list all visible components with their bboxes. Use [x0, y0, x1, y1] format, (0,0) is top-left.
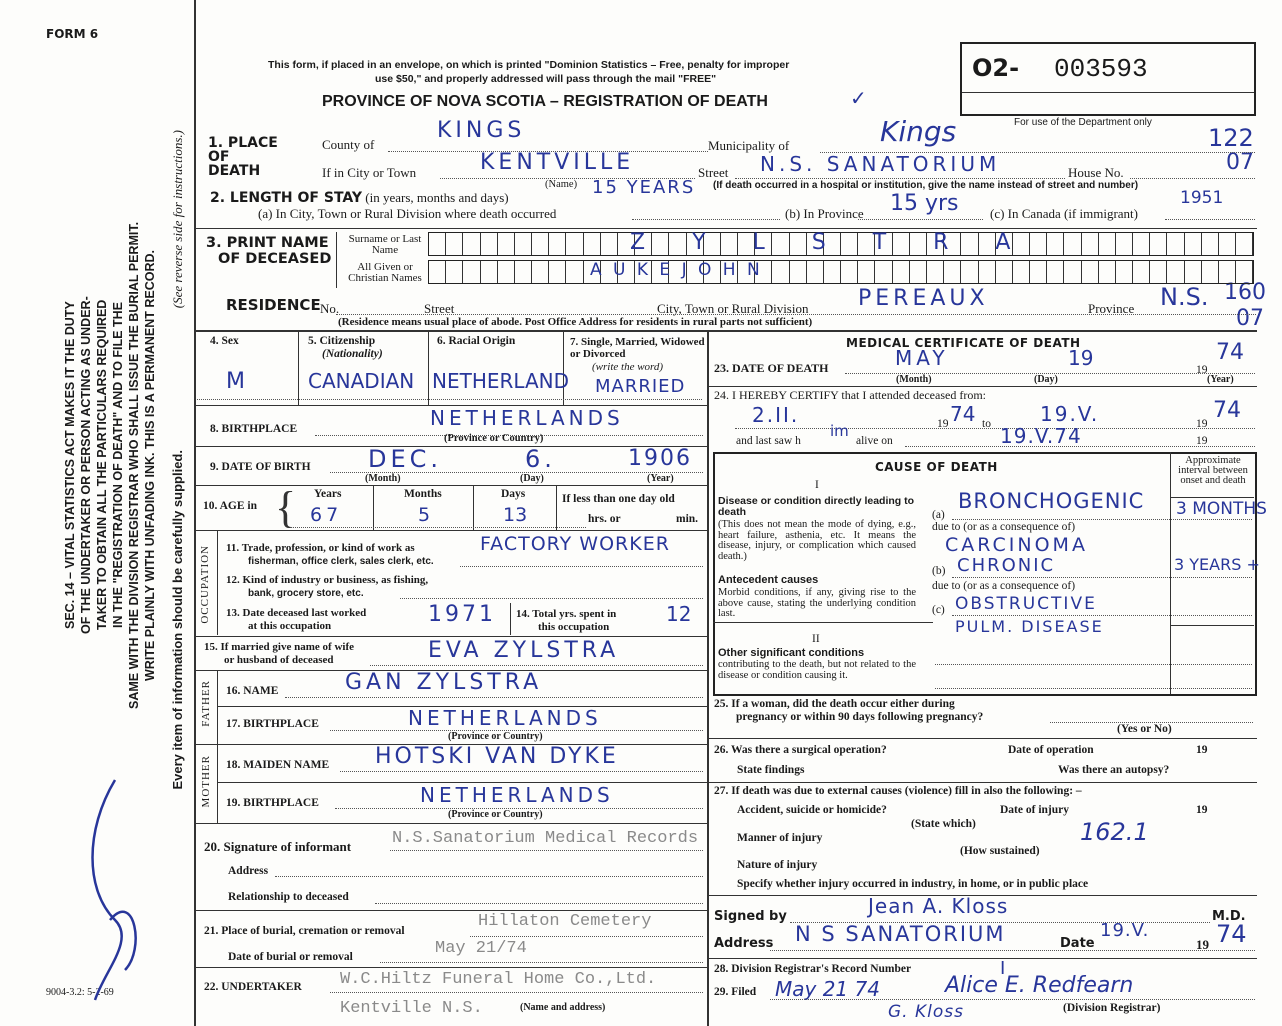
province-country-caption: (Province or Country) [444, 433, 544, 444]
signature-year-value: 74 [1216, 920, 1247, 948]
racial-origin-value: NETHERLAND [432, 369, 570, 393]
hours-label: hrs. or [588, 513, 621, 525]
registrar-signature: Alice E. Redfearn [945, 973, 1134, 998]
last-worked-label: at this occupation [248, 620, 332, 632]
registration-number-box [960, 42, 1256, 116]
residence-note: (Residence means usual place of abode. Post Office Address for residents in rural parts not sufficient) [338, 316, 813, 328]
dotted-line [470, 936, 703, 937]
house-number-label: House No. [1068, 165, 1124, 180]
other-conditions-label: Other significant conditions [718, 647, 865, 659]
dotted-line [370, 665, 703, 666]
filed-label: 29. Filed [714, 986, 757, 998]
last-saw-label: and last saw h [736, 435, 801, 447]
dotted-line [390, 850, 703, 851]
dotted-line [735, 428, 1255, 429]
burial-date-value: May 21/74 [435, 939, 527, 958]
age-years-value: 67 [310, 504, 343, 526]
industry-label: bank, grocery store, etc. [248, 588, 364, 599]
dotted-line [336, 314, 1256, 315]
undertaker-name-value: W.C.Hiltz Funeral Home Co.,Ltd. [340, 970, 657, 989]
notice-line: OF THE UNDERTAKER OR PERSON ACTING AS UNDER- [79, 296, 93, 634]
attended-to-value: 19.V. [1040, 402, 1100, 426]
citizenship-value: CANADIAN [308, 369, 415, 393]
age-label: 10. AGE in [203, 500, 258, 512]
county-label: County of [322, 137, 375, 152]
surgery-question: 26. Was there a surgical operation? [714, 744, 887, 756]
father-birthplace-label: 17. BIRTHPLACE [226, 718, 319, 730]
trade-value: FACTORY WORKER [480, 533, 670, 555]
divider [195, 910, 707, 911]
notice-line: IN THE "REGISTRATION OF DEATH" AND TO FILE THE [111, 302, 125, 628]
sex-label: 4. Sex [210, 335, 239, 347]
cause-of-death-title: CAUSE OF DEATH [875, 460, 998, 474]
check-mark: ✓ [850, 86, 871, 110]
hospital-note: (If death occurred in a hospital or institution, give the name instead of street and number) [713, 180, 1139, 191]
pregnancy-question: 25. If a woman, did the death occur either during [714, 698, 955, 710]
cause-a-value-continued: CARCINOMA [945, 534, 1088, 556]
last-saw-pronoun: im [830, 422, 849, 440]
province-country-caption: (Province or Country) [448, 731, 543, 742]
dotted-line [952, 577, 1252, 578]
mother-maiden-value: HOTSKI VAN DYKE [375, 744, 619, 769]
province-country-caption: (Province or Country) [448, 809, 543, 820]
given-name-cells[interactable] [428, 260, 1254, 284]
less-than-day-label: If less than one day old [562, 493, 675, 505]
divider [556, 485, 557, 530]
notice-line: SAME WITH THE DIVISION REGISTRAR WHO SHALL ISSUE THE BURIAL PERMIT. [127, 221, 141, 709]
citizenship-label: 5. Citizenship [308, 335, 376, 347]
dotted-line [380, 962, 703, 963]
instructions-note: (See reverse side for instructions.) [170, 130, 185, 309]
secondary-signature: G. Kloss [888, 1002, 964, 1022]
father-name-label: 16. NAME [226, 685, 279, 697]
cause-c-value: OBSTRUCTIVE [955, 594, 1097, 614]
divider [336, 232, 337, 288]
last-worked-value: 1971 [428, 602, 496, 627]
undertaker-address-value: Kentville N.S. [340, 999, 483, 1018]
due-to-label: due to (or as a consequence of) [932, 521, 1076, 533]
divider [195, 967, 707, 968]
dotted-line [952, 519, 1252, 520]
relationship-label: Relationship to deceased [228, 891, 349, 903]
part-one-label: I [815, 479, 819, 491]
statute-notice [62, 175, 160, 755]
divider [195, 636, 707, 637]
findings-label: State findings [737, 764, 805, 776]
stay-canada-label: (c) In Canada (if immigrant) [990, 206, 1138, 221]
department-code: 07 [1226, 150, 1254, 175]
divider [510, 603, 511, 635]
month-caption: (Month) [896, 374, 932, 385]
year-caption: (Year) [647, 473, 674, 484]
marital-status-label: 7. Single, Married, Widowed or Divorced [570, 336, 705, 360]
stay-city-label: (a) In City, Town or Rural Division where death occurred [258, 206, 557, 221]
sex-value: M [226, 369, 249, 394]
dob-year-value: 1906 [628, 446, 692, 471]
cause-a-label: (a) [932, 509, 945, 521]
dotted-line [858, 219, 983, 220]
residence-province-label: Province [1088, 301, 1135, 316]
father-birthplace-value: NETHERLANDS [408, 706, 602, 730]
informant-signature-label: 20. Signature of informant [204, 839, 352, 854]
divider [195, 823, 707, 824]
attended-from-value: 2.II. [752, 403, 800, 427]
death-year-value: 74 [1216, 340, 1244, 365]
alive-on-label: alive on [856, 435, 893, 447]
dotted-line [770, 999, 1255, 1000]
medical-certificate-title: MEDICAL CERTIFICATE OF DEATH [846, 336, 1081, 350]
divider [217, 670, 218, 823]
dotted-line [330, 992, 703, 993]
other-conditions-note: contributing to the death, but not related to the disease or condition causing it. [718, 659, 916, 681]
residence-city-value: PEREAUX [858, 286, 989, 311]
signature-date-value: 19.V. [1100, 920, 1150, 941]
form-number: FORM 6 [46, 27, 99, 41]
filed-date-value: May 21 74 [775, 977, 880, 1001]
divider [707, 782, 1257, 783]
name-caption: (Name) [545, 179, 578, 190]
pregnancy-question: pregnancy or within 90 days following pregnancy? [736, 711, 984, 723]
md-label: M.D. [1212, 909, 1246, 924]
manner-of-injury-label: Manner of injury [737, 832, 823, 844]
century-prefix: 19 [1196, 937, 1209, 952]
undertaker-label: 22. UNDERTAKER [204, 981, 302, 993]
divider [195, 228, 1257, 229]
length-of-stay-sub: (in years, months and days) [365, 190, 509, 205]
place-of-death-label: 1. PLACE OF DEATH [208, 135, 278, 179]
print-name-label: OF DECEASED [218, 251, 332, 267]
physician-address-value: N S SANATORIUM [795, 922, 1006, 946]
signed-by-label: Signed by [714, 909, 787, 924]
father-name-value: GAN ZYLSTRA [345, 670, 543, 695]
department-code: 122 [1208, 124, 1254, 152]
stay-canada-value: 1951 [1180, 188, 1224, 208]
dotted-line [905, 446, 1255, 447]
accident-question: Accident, suicide or homicide? [737, 804, 887, 816]
surname-label: Surname or Last Name [348, 233, 422, 256]
dob-day-value: 6. [525, 445, 556, 473]
divider [1170, 625, 1254, 626]
divider [195, 485, 707, 486]
attended-to-year: 74 [1213, 398, 1241, 423]
century-prefix: 19 [1196, 744, 1208, 756]
column-divider [707, 330, 709, 1026]
part-two-label: II [812, 633, 820, 645]
year-caption: (Year) [1207, 374, 1234, 385]
divider [195, 530, 707, 531]
trade-label: 11. Trade, profession, or kind of work as [226, 542, 415, 554]
nature-of-injury-label: Nature of injury [737, 859, 818, 871]
registration-number: 003593 [1054, 54, 1148, 84]
department-use-label: For use of the Department only [1014, 117, 1152, 128]
month-caption: (Month) [365, 473, 401, 484]
divider [428, 330, 429, 405]
century-prefix: 19 [1196, 418, 1208, 430]
autopsy-question: Was there an autopsy? [1058, 764, 1170, 776]
attended-from-year: 74 [950, 402, 976, 426]
registration-prefix: O2- [972, 54, 1020, 82]
dotted-line [340, 771, 703, 772]
birthplace-value: NETHERLANDS [430, 406, 624, 430]
dotted-line [460, 566, 703, 567]
residence-no-label: No. [320, 301, 340, 316]
dotted-line [290, 527, 586, 528]
how-sustained-caption: (How sustained) [960, 845, 1040, 857]
surname-value: Z Y L S T R A [630, 230, 1031, 255]
spouse-label: 15. If married give name of wife [204, 641, 354, 653]
spouse-value: EVA ZYLSTRA [428, 638, 620, 663]
dotted-line [632, 219, 780, 220]
supply-notice: Every item of information should be carefully supplied. [170, 450, 185, 790]
interval-header: Approximate interval between onset and death [1178, 455, 1248, 487]
city-value: KENTVILLE [480, 150, 635, 175]
divider [707, 958, 1257, 959]
divider [373, 485, 374, 530]
stay-province-label: (b) In Province [785, 206, 864, 221]
address-label: Address [714, 936, 774, 951]
century-prefix: 19 [937, 418, 949, 430]
residence-street-label: Street [424, 301, 455, 316]
signature-date-label: Date [1060, 936, 1095, 951]
division-registrar-caption: (Division Registrar) [1063, 1002, 1161, 1014]
page-title: PROVINCE OF NOVA SCOTIA – REGISTRATION OF DEATH [322, 93, 768, 110]
father-side-label: FATHER [200, 680, 212, 727]
cause-a-interval: 3 MONTHS [1176, 499, 1267, 519]
minutes-label: min. [676, 513, 699, 525]
margin-rule [194, 0, 196, 1026]
dotted-line [275, 876, 703, 877]
divider [1170, 497, 1254, 498]
dob-month-value: DEC. [368, 445, 443, 473]
print-name-label: 3. PRINT NAME [206, 235, 329, 251]
alive-on-value: 19.V.74 [1000, 424, 1082, 448]
divider [1170, 452, 1171, 694]
mother-birthplace-label: 19. BIRTHPLACE [226, 797, 319, 809]
due-to-label: due to (or as a consequence of) [932, 580, 1076, 592]
divider [473, 485, 474, 530]
months-label: Months [404, 488, 442, 500]
days-label: Days [501, 488, 526, 500]
dotted-line [935, 688, 1252, 689]
injury-date-label: Date of injury [1000, 804, 1069, 816]
last-worked-label: 13. Date deceased last worked [226, 607, 367, 619]
cause-b-label: (b) [932, 565, 946, 577]
antecedent-note: Morbid conditions, if any, giving rise to the above cause, stating the underlying condition last. [718, 587, 916, 619]
burial-date-label: Date of burial or removal [228, 951, 353, 963]
registrar-initial-signature [75, 770, 155, 1010]
mail-notice: use $50," and properly addressed will pass through the mail "FREE" [375, 73, 717, 85]
cause-c-label: (c) [932, 604, 945, 616]
department-code: 160 [1224, 280, 1266, 305]
industry-label: 12. Kind of industry or business, as fishing, [226, 574, 429, 586]
age-months-value: 5 [418, 504, 435, 526]
external-causes-label: 27. If death was due to external causes (violence) fill in also the following: – [714, 785, 1082, 797]
marital-status-value: MARRIED [595, 376, 686, 397]
length-of-stay-label: 2. LENGTH OF STAY [210, 190, 363, 206]
cause-a-value: BRONCHOGENIC [958, 489, 1145, 513]
municipality-value: Kings [880, 115, 957, 148]
given-names-label: All Given or Christian Names [348, 261, 422, 284]
cause-c-value-continued: PULM. DISEASE [955, 617, 1104, 636]
county-value: KINGS [437, 118, 526, 143]
divider [713, 622, 933, 623]
occupation-side-label: OCCUPATION [199, 545, 211, 624]
dotted-line [935, 664, 1252, 665]
mail-notice: This form, if placed in an envelope, on which is printed "Dominion Statistics – Free, penalty for improper [268, 59, 790, 71]
classification-code: 162.1 [1080, 818, 1149, 846]
physician-signature: Jean A. Kloss [868, 894, 1009, 918]
mother-maiden-label: 18. MAIDEN NAME [226, 759, 330, 771]
notice-line: TAKER TO OBTAIN ALL THE PARTICULARS REQUIRED [95, 299, 109, 631]
dotted-line [375, 903, 703, 904]
divider [298, 330, 299, 405]
city-label: If in City or Town [322, 165, 417, 180]
dotted-line [1165, 219, 1255, 220]
death-day-value: 19 [1068, 346, 1094, 370]
state-which-caption: (State which) [911, 818, 976, 830]
residence-province-value: N.S. [1160, 283, 1209, 311]
dotted-line [285, 697, 703, 698]
divider [195, 330, 1257, 332]
cause-b-interval: 3 YEARS + [1174, 555, 1260, 574]
stay-city-value: 15 YEARS [592, 177, 696, 198]
mother-birthplace-value: NETHERLANDS [420, 783, 614, 807]
record-number-label: 28. Division Registrar's Record Number [714, 963, 912, 975]
department-code: 07 [1236, 306, 1264, 331]
years-label: Years [314, 488, 342, 500]
day-caption: (Day) [1034, 374, 1058, 385]
municipality-label: Municipality of [708, 138, 790, 153]
divider [217, 530, 218, 635]
death-month-value: MAY [895, 346, 949, 370]
notice-line: SEC. 14 – VITAL STATISTICS ACT MAKES IT THE DUTY [63, 301, 77, 629]
injury-location-question: Specify whether injury occurred in industry, in home, or in public place [737, 878, 1089, 890]
date-of-birth-label: 9. DATE OF BIRTH [210, 461, 311, 473]
dotted-line [770, 950, 1255, 951]
given-names-value: A U K E J O H N [590, 260, 763, 280]
dotted-line [735, 178, 1065, 179]
direct-cause-label: Disease or condition directly leading to death [718, 495, 915, 518]
age-days-value: 13 [503, 504, 528, 526]
residence-label: RESIDENCE [226, 296, 321, 314]
street-label: Street [698, 165, 729, 180]
dotted-line [400, 598, 703, 599]
racial-origin-label: 6. Racial Origin [437, 335, 516, 347]
dotted-line [952, 615, 1252, 616]
divider [563, 330, 564, 405]
direct-cause-note: (This does not mean the mode of dying, e.g., heart failure, asthenia, etc. It means the disease, injury, or complication which caused death.) [718, 519, 916, 562]
divider [962, 92, 1254, 93]
record-number-value: I [1000, 958, 1010, 979]
print-code: 9004-3.2: 5-2-69 [46, 987, 114, 998]
total-years-label: this occupation [538, 621, 610, 633]
operation-date-label: Date of operation [1008, 744, 1094, 756]
informant-address-label: Address [228, 865, 269, 877]
spouse-label: or husband of deceased [224, 654, 334, 666]
century-prefix: 19 [1196, 435, 1208, 447]
brace: { [275, 483, 297, 532]
divider [707, 386, 1257, 387]
to-label: to [982, 418, 991, 430]
marital-status-sub: (write the word) [592, 361, 664, 373]
yes-no-caption: (Yes or No) [1117, 723, 1172, 735]
century-prefix: 19 [1196, 364, 1208, 376]
informant-signature-value: N.S.Sanatorium Medical Records [392, 829, 699, 848]
cause-b-value: CHRONIC [957, 555, 1056, 576]
trade-label: fisherman, office clerk, sales clerk, etc. [248, 556, 434, 567]
name-address-caption: (Name and address) [520, 1002, 606, 1013]
citizenship-sub: (Nationality) [322, 348, 383, 360]
day-caption: (Day) [520, 473, 544, 484]
residence-city-label: City, Town or Rural Division [657, 301, 809, 316]
total-years-label: 14. Total yrs. spent in [516, 608, 617, 620]
burial-place-value: Hillaton Cemetery [478, 912, 652, 931]
stay-province-value: 15 yrs [890, 191, 959, 216]
mother-side-label: MOTHER [200, 755, 212, 808]
total-years-value: 12 [666, 602, 692, 626]
date-of-death-label: 23. DATE OF DEATH [714, 361, 829, 375]
certify-label: 24. I HEREBY CERTIFY that I attended deceased from: [714, 388, 986, 402]
century-prefix: 19 [1196, 804, 1208, 816]
birthplace-label: 8. BIRTHPLACE [210, 423, 298, 435]
dotted-line [1130, 178, 1255, 179]
burial-place-label: 21. Place of burial, cremation or removal [204, 925, 405, 937]
notice-line: WRITE PLAINLY WITH UNFADING INK. THIS IS A PERMANENT RECORD. [143, 249, 157, 681]
street-value: N.S. SANATORIUM [760, 152, 1001, 176]
antecedent-label: Antecedent causes [718, 574, 819, 586]
divider [707, 738, 1257, 739]
dotted-line [197, 399, 702, 400]
